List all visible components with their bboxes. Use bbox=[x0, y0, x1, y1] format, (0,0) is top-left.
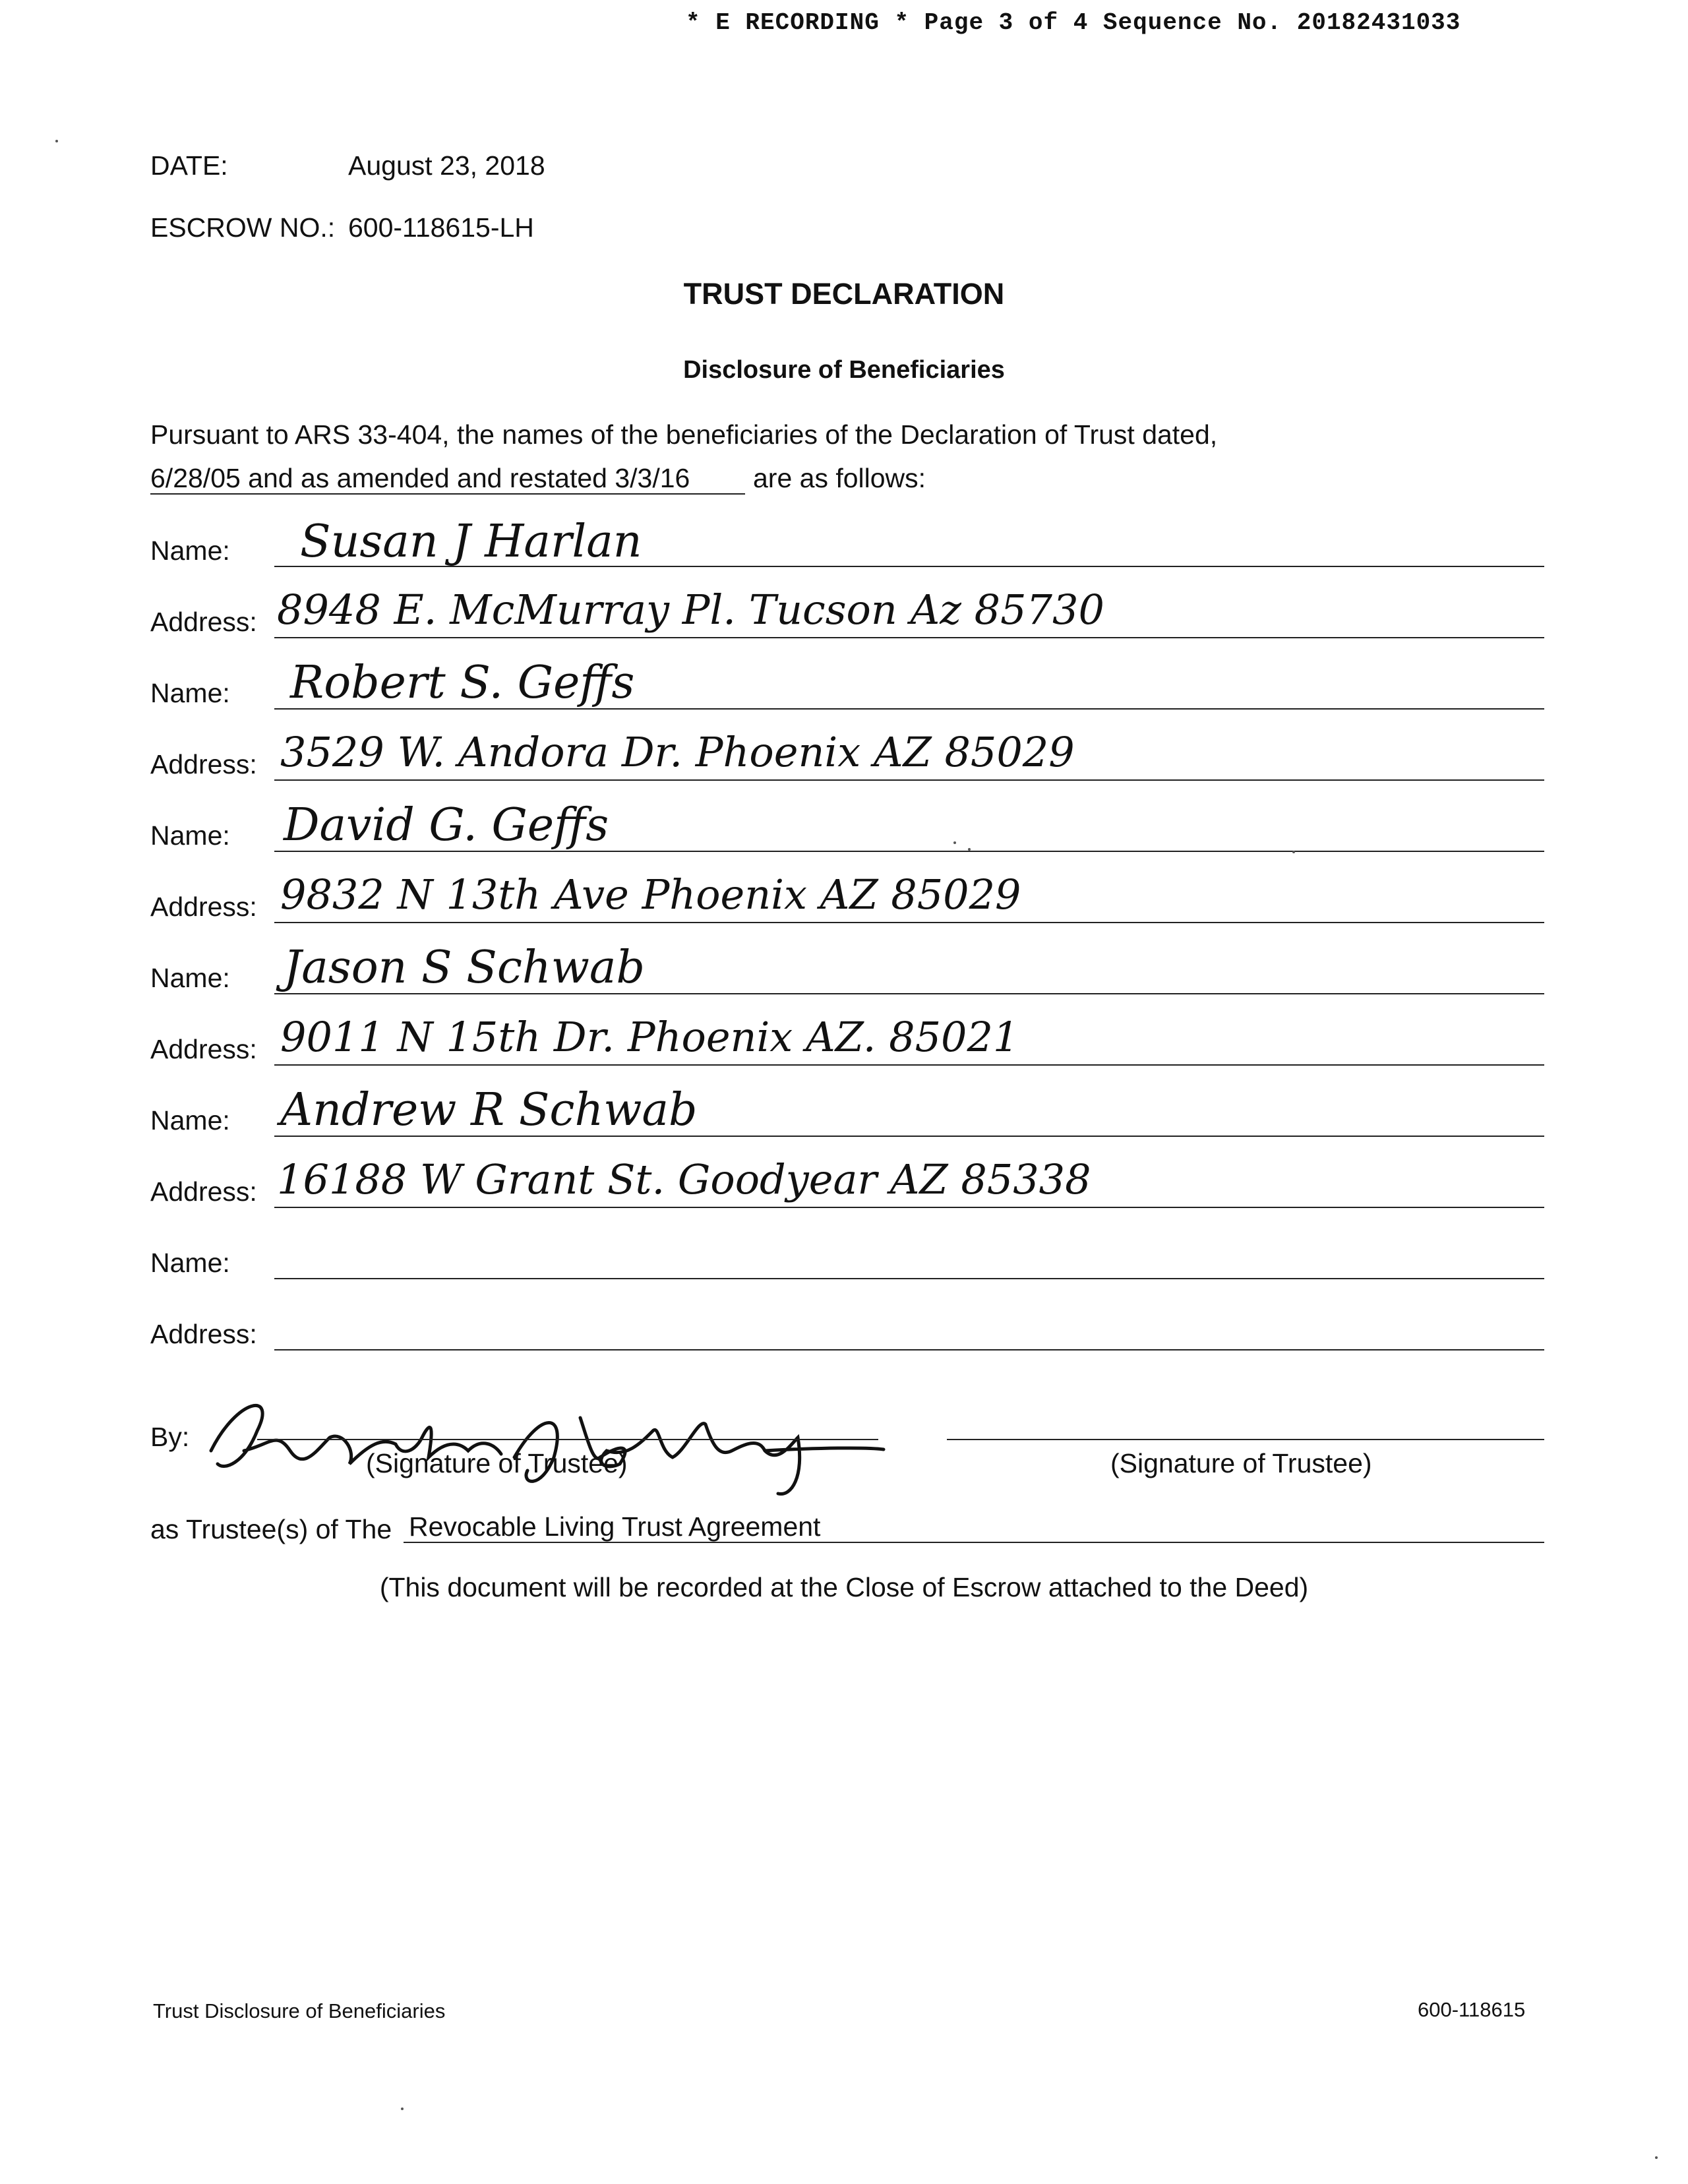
trustee-line bbox=[404, 1542, 1544, 1543]
name-line bbox=[274, 1278, 1544, 1279]
trust-date-value: 6/28/05 and as amended and restated 3/3/16 bbox=[150, 463, 690, 493]
escrow-label: ESCROW NO.: bbox=[150, 212, 336, 243]
address-line bbox=[274, 1207, 1544, 1208]
beneficiary-address: 8948 E. McMurray Pl. Tucson Az 85730 bbox=[277, 586, 1104, 634]
scan-speck bbox=[1655, 2156, 1658, 2159]
scan-speck bbox=[55, 140, 58, 142]
beneficiary-name: Susan J Harlan bbox=[300, 516, 642, 568]
signature-line-left bbox=[257, 1439, 878, 1440]
name-line bbox=[274, 708, 1544, 710]
beneficiary-address: 9832 N 13th Ave Phoenix AZ 85029 bbox=[280, 870, 1021, 919]
address-label: Address: bbox=[150, 749, 257, 779]
beneficiary-address: 3529 W. Andora Dr. Phoenix AZ 85029 bbox=[280, 728, 1075, 776]
address-line bbox=[274, 779, 1544, 781]
footer-right: 600-118615 bbox=[1418, 1998, 1526, 2021]
trustee-trust-name: Revocable Living Trust Agreement bbox=[409, 1511, 821, 1542]
beneficiary-name: David G. Geffs bbox=[284, 799, 609, 851]
recording-note: (This document will be recorded at the Close of Escrow attached to the Deed) bbox=[379, 1572, 1309, 1602]
name-line bbox=[274, 993, 1544, 994]
trustee-prefix: as Trustee(s) of The bbox=[150, 1514, 392, 1544]
date-value: August 23, 2018 bbox=[348, 150, 545, 181]
recording-header: * E RECORDING * Page 3 of 4 Sequence No. 20182431033 bbox=[686, 9, 1461, 36]
intro-suffix: are as follows: bbox=[753, 463, 926, 493]
address-label: Address: bbox=[150, 1319, 257, 1349]
address-line bbox=[274, 922, 1544, 923]
name-line bbox=[274, 1136, 1544, 1137]
beneficiary-address: 16188 W Grant St. Goodyear AZ 85338 bbox=[277, 1155, 1091, 1203]
trust-date-underline bbox=[150, 493, 745, 495]
signature-caption-right: (Signature of Trustee) bbox=[1110, 1448, 1372, 1478]
scan-speck bbox=[953, 841, 956, 844]
trustee-signature bbox=[198, 1372, 910, 1503]
scan-speck bbox=[401, 2108, 404, 2110]
address-label: Address: bbox=[150, 892, 257, 922]
address-label: Address: bbox=[150, 1034, 257, 1064]
footer-left: Trust Disclosure of Beneficiaries bbox=[153, 1999, 446, 2022]
scan-speck bbox=[968, 848, 971, 851]
beneficiary-name: Jason S Schwab bbox=[284, 942, 645, 994]
document-title: TRUST DECLARATION bbox=[683, 277, 1005, 311]
name-line bbox=[274, 566, 1544, 567]
signature-caption-left: (Signature of Trustee) bbox=[366, 1448, 628, 1478]
name-label: Name: bbox=[150, 963, 230, 993]
address-label: Address: bbox=[150, 607, 257, 637]
beneficiary-name: Robert S. Geffs bbox=[290, 657, 635, 709]
beneficiary-address: 9011 N 15th Dr. Phoenix AZ. 85021 bbox=[280, 1013, 1019, 1061]
name-label: Name: bbox=[150, 1248, 230, 1278]
scan-speck bbox=[1292, 851, 1295, 853]
name-label: Name: bbox=[150, 820, 230, 851]
by-label: By: bbox=[150, 1422, 190, 1452]
name-label: Name: bbox=[150, 535, 230, 566]
name-label: Name: bbox=[150, 678, 230, 708]
address-line bbox=[274, 1064, 1544, 1066]
name-label: Name: bbox=[150, 1105, 230, 1136]
beneficiary-name: Andrew R Schwab bbox=[280, 1084, 698, 1136]
address-line bbox=[274, 637, 1544, 638]
intro-text: Pursuant to ARS 33-404, the names of the beneficiaries of the Declaration of Trust dated, bbox=[150, 419, 1218, 450]
document-subtitle: Disclosure of Beneficiaries bbox=[683, 356, 1005, 384]
address-line bbox=[274, 1349, 1544, 1350]
escrow-value: 600-118615-LH bbox=[348, 212, 534, 243]
name-line bbox=[274, 851, 1544, 852]
address-label: Address: bbox=[150, 1176, 257, 1207]
date-label: DATE: bbox=[150, 150, 228, 181]
signature-line-right bbox=[947, 1439, 1544, 1440]
